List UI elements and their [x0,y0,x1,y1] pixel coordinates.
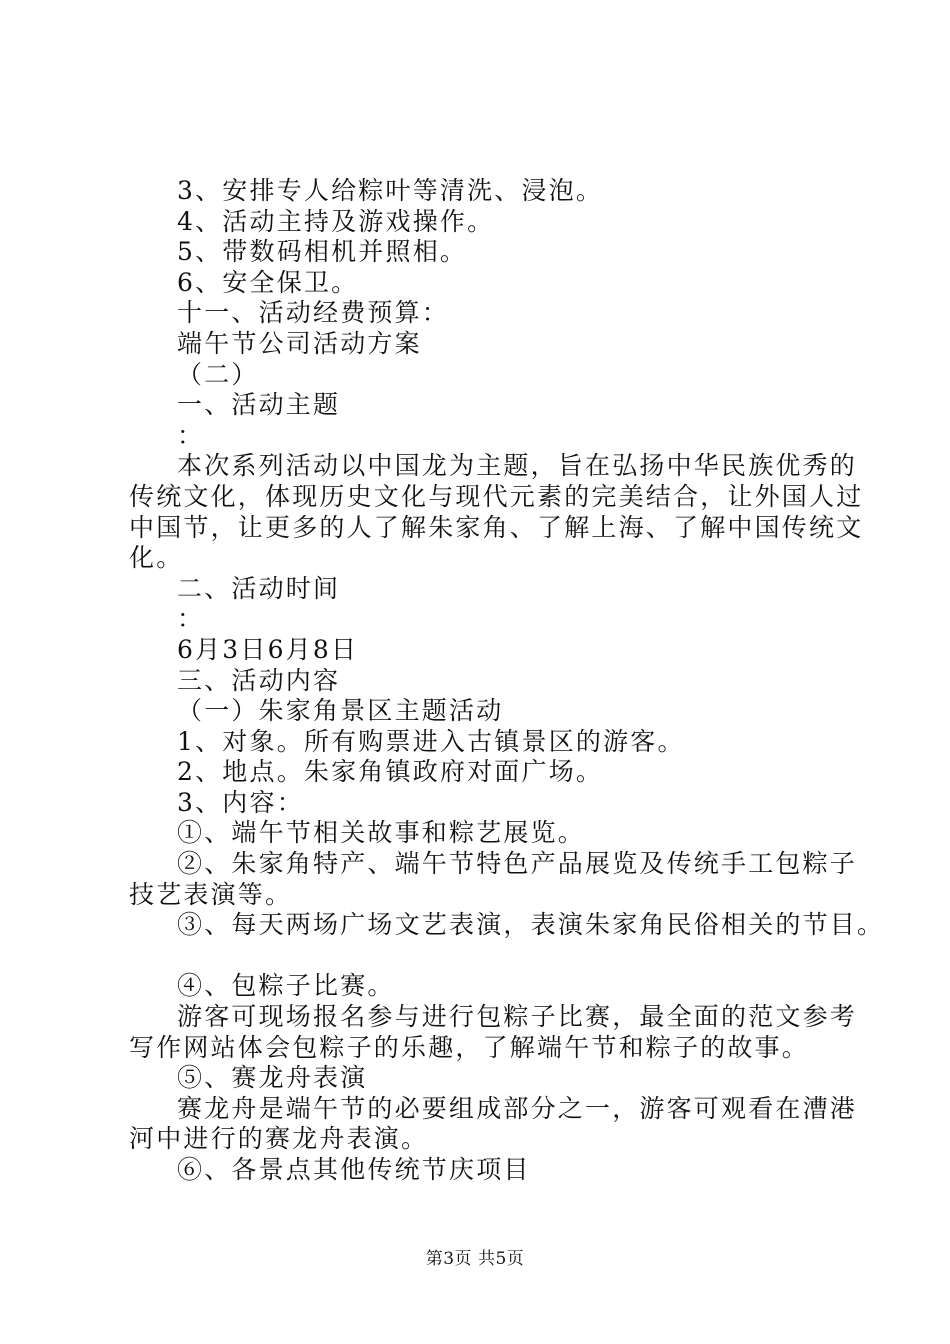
text-line: 6、安全保卫。 [177,267,359,297]
text-line: 2、地点。朱家角镇政府对面广场。 [177,757,604,787]
list-item: ④、包粽子比赛。 [177,971,395,1001]
blank-line [129,941,849,972]
text-line: 5、带数码相机并照相。 [177,237,468,267]
date-range: 6月3日6月8日 [177,634,359,664]
document-body [129,176,885,1186]
paragraph-line: 中国节，让更多的人了解朱家角、了解上海、了解中国传统文 [129,512,864,542]
text-line: 1、对象。所有购票进入古镇景区的游客。 [177,726,685,756]
paragraph-line: 游客可现场报名参与进行包粽子比赛，最全面的范文参考 [177,1002,858,1032]
paragraph-line: 河中进行的赛龙舟表演。 [129,1124,429,1154]
subsection-heading: （一）朱家角景区主题活动 [177,696,504,726]
list-item: ①、端午节相关故事和粽艺展览。 [177,818,586,848]
text-line: 3、内容： [177,787,304,817]
list-item: ②、朱家角特产、端午节特色产品展览及传统手工包粽子 [177,849,858,879]
section-heading: 十一、活动经费预算： [177,298,450,328]
list-item: ⑥、各景点其他传统节庆项目 [177,1155,531,1184]
list-item: ⑤、赛龙舟表演 [177,1063,368,1093]
list-item-continued: 技艺表演等。 [129,879,293,909]
paragraph-line: 传统文化，体现历史文化与现代元素的完美结合，让外国人过 [129,481,864,511]
text-line: 3、安排专人给粽叶等清洗、浸泡。 [177,176,604,205]
page-footer: 第3页 共5页 [425,1249,525,1269]
section-number: （二） [177,359,259,389]
text-line: 4、活动主持及游戏操作。 [177,206,495,236]
section-heading: 三、活动内容 [177,665,341,695]
paragraph-line: 本次系列活动以中国龙为主题，旨在弘扬中华民族优秀的 [177,451,858,481]
paragraph-line: 化。 [129,543,184,573]
section-heading: 二、活动时间 [177,573,341,603]
paragraph-line: 赛龙舟是端午节的必要组成部分之一，游客可观看在漕港 [177,1093,858,1123]
list-item: ③、每天两场广场文艺表演，表演朱家角民俗相关的节目。 [177,910,885,940]
paragraph-line: 写作网站体会包粽子的乐趣，了解端午节和粽子的故事。 [129,1032,810,1062]
colon-line: ： [177,420,205,450]
section-heading: 一、活动主题 [177,390,341,420]
document-title: 端午节公司活动方案 [177,328,422,358]
colon-line: ： [177,604,205,634]
